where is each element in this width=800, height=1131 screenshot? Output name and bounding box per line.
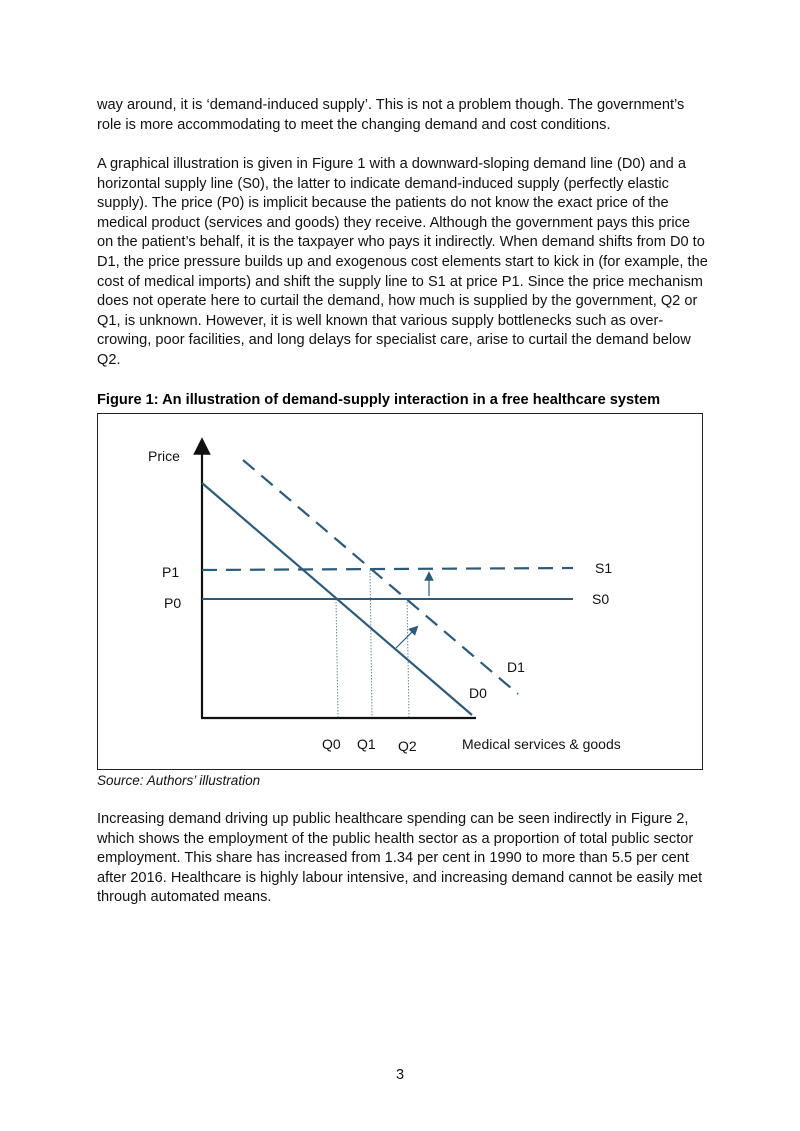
page-number: 3	[395, 1067, 405, 1083]
figure-source: Source: Authors’ illustration	[97, 773, 261, 788]
demand-supply-diagram	[98, 414, 704, 771]
line-label-s0: S0	[592, 591, 610, 607]
quantity-label-q1: Q1	[357, 736, 376, 752]
supply-line-s1	[202, 568, 573, 570]
y-axis-label: Price	[148, 448, 180, 464]
x-axis-label: Medical services & goods	[462, 736, 621, 752]
demand-shift-arrow	[396, 629, 415, 648]
line-label-d1: D1	[507, 659, 525, 675]
figure-title: Figure 1: An illustration of demand-supply interaction in a free healthcare system	[97, 392, 661, 408]
q1-guide-line	[370, 570, 372, 717]
body-paragraph-3: Increasing demand driving up public healthcare spending can be seen indirectly in Figure 2, which shows the employment of the public health sector as a proportion of total public sector employment. This share has increased from 1.34 per cent in 1990 to more than 5.5 per cent after 2016. Healthcare is highly labour intensive, and increasing demand cannot be easily met through automated means.	[97, 811, 703, 906]
line-label-s1: S1	[595, 560, 613, 576]
q0-guide-line	[336, 599, 338, 717]
demand-line-d1	[243, 460, 518, 694]
price-label-p0: P0	[164, 595, 182, 611]
quantity-label-q2: Q2	[398, 738, 417, 754]
line-label-d0: D0	[469, 685, 487, 701]
body-paragraph-1: way around, it is ‘demand-induced supply’. This is not a problem though. The government’s role is more accommodating to meet the changing demand and cost conditions.	[97, 97, 685, 133]
body-paragraph-2: A graphical illustration is given in Figure 1 with a downward-sloping demand line (D0) and a horizontal supply line (S0), the latter to indicate demand-induced supply (perfectly elastic supply). The price (P0) is implicit because the patients do not know the exact price of the medical product (services and goods) they receive. Although the government pays this price on the patient’s behalf, it is the taxpayer who pays it indirectly. When demand shifts from D0 to D1, the price pressure builds up and exogenous cost elements start to kick in (for example, the cost of medical imports) and shift the supply line to S1 at price P1. Since the price mechanism does not operate here to curtail the demand, how much is supplied by the government, Q2 or Q1, is unknown. However, it is well known that various supply bottlenecks such as over-crowing, poor facilities, and long delays for specialist care, arise to curtail the demand below Q2.	[97, 156, 708, 368]
quantity-label-q0: Q0	[322, 736, 341, 752]
figure-1-diagram	[97, 413, 703, 770]
price-label-p1: P1	[162, 564, 180, 580]
